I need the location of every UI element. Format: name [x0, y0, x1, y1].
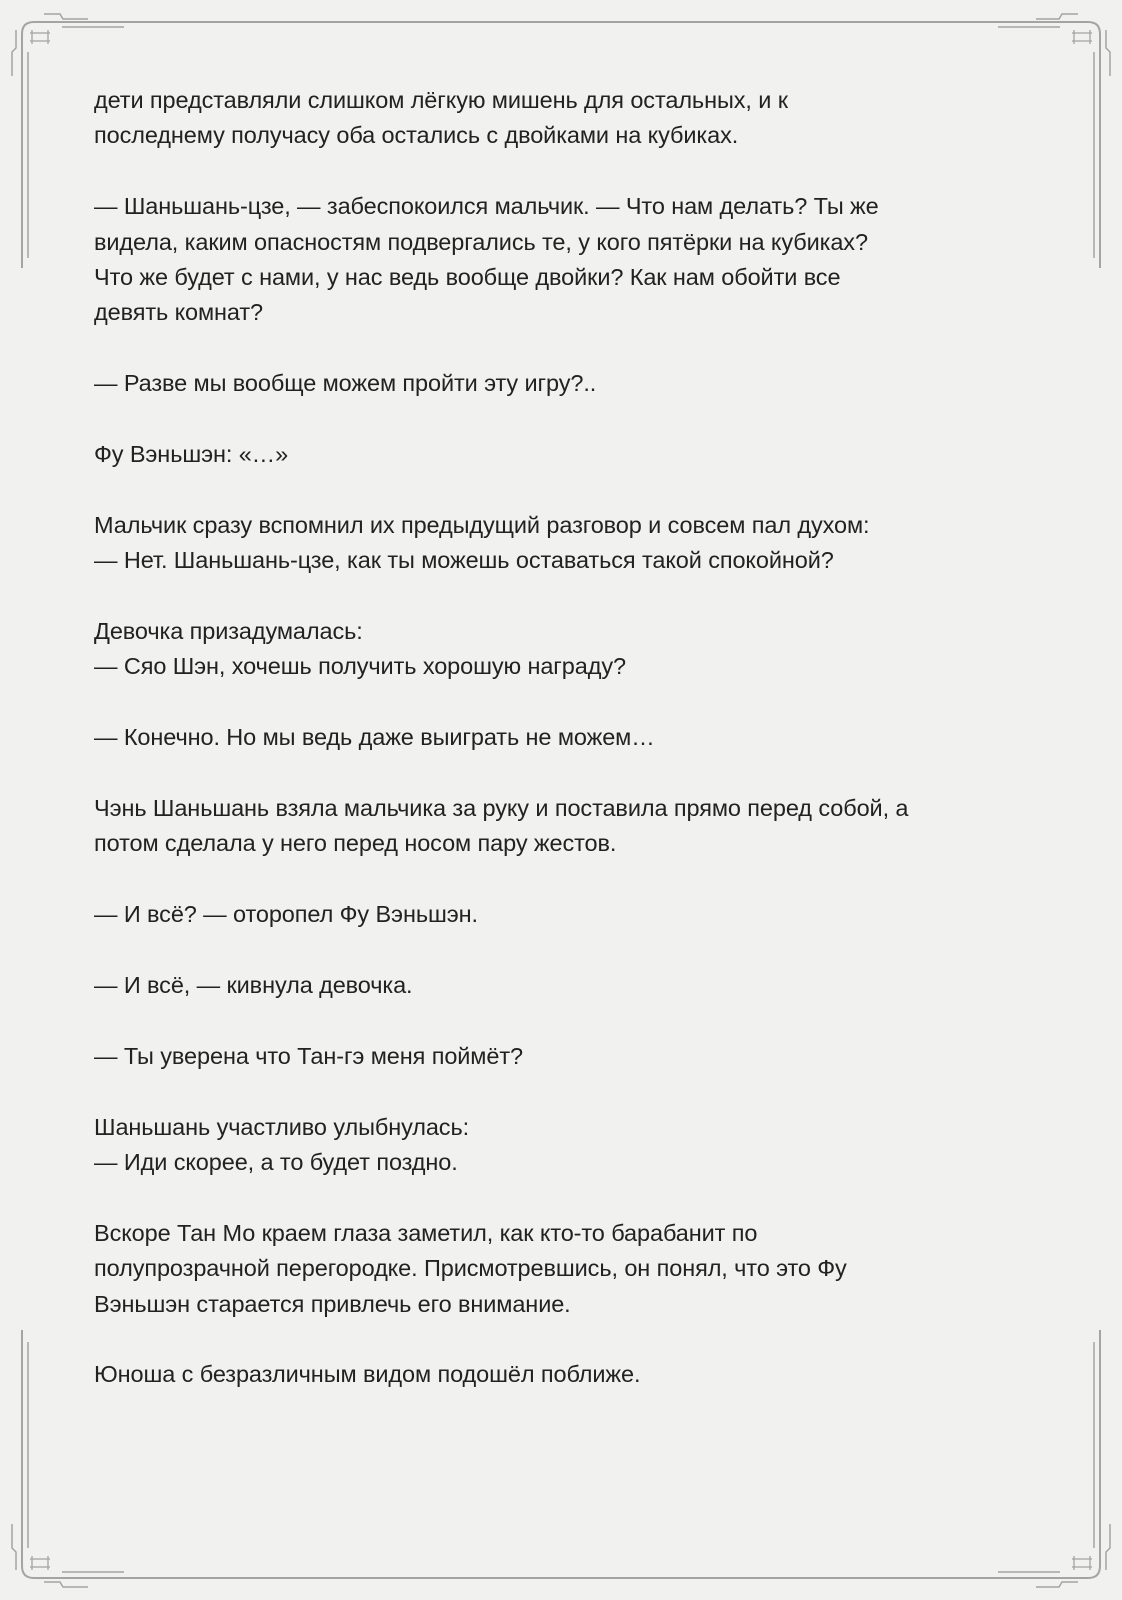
text-line: — Нет. Шаньшань-цзе, как ты можешь оставаться такой спокойной?	[94, 547, 834, 574]
text-line: Шаньшань участливо улыбнулась:	[94, 1113, 470, 1140]
text-line: — Конечно. Но мы ведь даже выиграть не можем…	[94, 724, 655, 751]
paragraph	[94, 791, 1034, 862]
paragraph	[94, 968, 1034, 1003]
paragraph	[94, 720, 1034, 755]
paragraph	[94, 83, 1034, 154]
paragraph	[94, 437, 1034, 472]
text-line: последнему получасу оба остались с двойками на кубиках.	[94, 122, 739, 149]
text-line: — Шаньшань-цзе, — забеспокоился мальчик. — Что нам делать? Ты же	[94, 193, 879, 220]
paragraph	[94, 189, 1034, 331]
text-line: полупрозрачной перегородке. Присмотревшись, он понял, что это Фу	[94, 1255, 847, 1282]
text-line: Мальчик сразу вспомнил их предыдущий разговор и совсем пал духом:	[94, 511, 870, 538]
text-line: Чэнь Шаньшань взяла мальчика за руку и поставила прямо перед собой, а	[94, 795, 909, 822]
text-line: девять комнат?	[94, 299, 263, 326]
text-line: — И всё, — кивнула девочка.	[94, 972, 413, 999]
text-line: Что же будет с нами, у нас ведь вообще двойки? Как нам обойти все	[94, 264, 841, 291]
text-line: — Иди скорее, а то будет поздно.	[94, 1149, 458, 1176]
text-line: Девочка призадумалась:	[94, 618, 363, 645]
paragraph	[94, 1357, 1034, 1392]
text-line: видела, каким опасностям подвергались те, у кого пятёрки на кубиках?	[94, 228, 868, 255]
text-line: — Разве мы вообще можем пройти эту игру?..	[94, 370, 597, 397]
text-line: потом сделала у него перед носом пару жестов.	[94, 830, 617, 857]
text-line: дети представляли слишком лёгкую мишень для остальных, и к	[94, 87, 788, 113]
text-line: — И всё? — оторопел Фу Вэньшэн.	[94, 901, 478, 928]
paragraph	[94, 366, 1034, 401]
text-line: — Ты уверена что Тан-гэ меня поймёт?	[94, 1042, 523, 1069]
text-line: Вэньшэн старается привлечь его внимание.	[94, 1290, 571, 1317]
paragraph	[94, 1039, 1034, 1074]
text-line: Фу Вэньшэн: «…»	[94, 441, 289, 468]
book-page-text	[94, 83, 1034, 1428]
paragraph	[94, 508, 1034, 579]
paragraph	[94, 1110, 1034, 1181]
paragraph	[94, 897, 1034, 932]
paragraph	[94, 1216, 1034, 1322]
paragraph	[94, 614, 1034, 685]
text-line: Вскоре Тан Мо краем глаза заметил, как кто-то барабанит по	[94, 1219, 758, 1246]
text-line: Юноша с безразличным видом подошёл поближе.	[94, 1361, 641, 1388]
text-line: — Сяо Шэн, хочешь получить хорошую награду?	[94, 653, 626, 680]
